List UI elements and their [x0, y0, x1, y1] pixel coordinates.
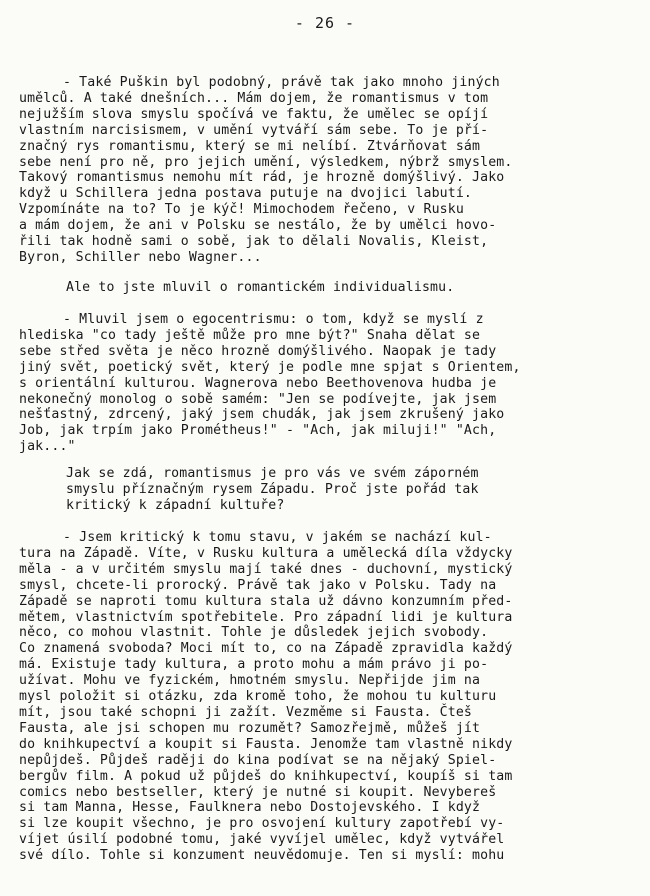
text-line: mysl položit si otázku, zda kromě toho, že mohou tu kulturu — [19, 689, 497, 705]
text-line: Takový romantismus nemohu mít rád, je hrozně domýšlivý. Jako — [19, 170, 505, 186]
paragraph-question-west — [66, 466, 479, 514]
text-line: - Mluvil jsem o egocentrismu: o tom, když se myslí z — [63, 312, 484, 327]
text-line: - Jsem kritický k tomu stavu, v jakém se nachází kul- — [63, 530, 492, 545]
text-line: jiný svět, poetický svět, který je podle mne spjat s Orientem, — [19, 359, 521, 375]
page-number: - 26 - — [294, 14, 356, 32]
text-line: mětem, vlastnictvím spotřebitele. Pro západní lidi je kultura — [19, 609, 513, 625]
text-line: Ale to jste mluvil o romantickém individualismu. — [66, 280, 455, 295]
text-line: užívat. Mohu ve fyzickém, hmotném smyslu. Nepřijde jim na — [19, 673, 481, 689]
text-line: hlediska "co tady ještě může pro mne být?" Snaha dělat se — [19, 327, 481, 343]
text-line: si tam Manna, Hesse, Faulknera nebo Dostojevského. I když — [19, 800, 481, 816]
text-line: si lze koupit všechno, je pro osvojení kultury zapotřebí vy- — [19, 816, 505, 832]
text-line: když u Schillera jedna postava putuje na dvojici labutí. — [19, 186, 473, 202]
text-line: Jak se zdá, romantismus je pro vás ve svém záporném — [66, 466, 479, 481]
text-line: mít, jsou také schopni ji zažít. Vezměme si Fausta. Čteš — [19, 704, 473, 720]
paragraph-question-individualism — [66, 280, 454, 296]
paragraph-answer-egocentrism — [19, 312, 521, 455]
text-line: smyslu příznačným rysem Západu. Proč jste pořád tak — [66, 481, 479, 497]
text-line: řili tak hodně sami o sobě, jak to dělali Novalis, Kleist, — [19, 234, 489, 250]
paragraph-answer-culture — [19, 530, 512, 864]
text-line: Vzpomínáte na to? To je kýč! Mimochodem řečeno, v Rusku — [19, 202, 464, 218]
text-line: Byron, Schiller nebo Wagner... — [19, 249, 262, 265]
text-line: značný rys romantismu, který se mi nelíbí. Ztvárňovat sám — [19, 138, 481, 154]
text-line: Job, jak trpím jako Prométheus!" - "Ach, jak miluji!" "Ach, — [19, 423, 497, 439]
text-line: - Také Puškin byl podobný, právě tak jako mnoho jiných — [63, 75, 500, 90]
text-line: Fausta, ale jsi schopen mu rozumět? Samozřejmě, můžeš jít — [19, 720, 481, 736]
text-line: umělců. A také dnešních... Mám dojem, že romantismus v tom — [19, 90, 489, 106]
text-line: a mám dojem, že ani v Polsku se nestálo, že by umělci hovo- — [19, 218, 497, 234]
text-line: nejužším slova smyslu spočívá ve faktu, že umělec se opíjí — [19, 106, 489, 122]
paragraph-answer-romanticism — [19, 75, 512, 266]
text-line: nešťastný, zdrcený, jaký jsem chudák, jak jsem zkrušený jako — [19, 407, 505, 423]
text-line: s orientální kulturou. Wagnerova nebo Beethovenova hudba je — [19, 375, 497, 391]
text-line: víjet úsilí podobné tomu, jaké vyvíjel umělec, když vytvářel — [19, 832, 505, 848]
text-line: comics nebo bestseller, který je nutné si koupit. Nevybereš — [19, 784, 497, 800]
text-line: jak..." — [19, 439, 76, 455]
text-line: má. Existuje tady kultura, a proto mohu a mám právo ji po- — [19, 657, 489, 673]
text-line: kritický k západní kultuře? — [66, 497, 285, 513]
text-line: do knihkupectví a koupit si Fausta. Jenomže tam vlastně nikdy — [19, 736, 513, 752]
text-line: sebe střed světa je něco hrozně domýšlivého. Naopak je tady — [19, 343, 497, 359]
text-line: nekonečný monolog o sobě samém: "Jen se podívejte, jak jsem — [19, 391, 497, 407]
text-line: něco, co mohou vlastnit. Tohle je důsledek jejich svobody. — [19, 625, 489, 641]
text-line: smysl, chcete-li prorocký. Právě tak jako v Polsku. Tady na — [19, 577, 497, 593]
text-line: bergův film. A pokud už půjdeš do knihkupectví, koupíš si tam — [19, 768, 513, 784]
text-line: Co znamená svoboda? Moci mít to, co na Západě zpravidla každý — [19, 641, 513, 657]
text-line: vlastním narcisismem, v umění vytváří sám sebe. To je pří- — [19, 122, 489, 138]
text-line: nepůjdeš. Půjdeš raději do kina podívat se na nějaký Spiel- — [19, 752, 497, 768]
text-line: měla - a v určitém smyslu mají také dnes - duchovní, mystický — [19, 561, 513, 577]
text-line: sebe není pro ně, pro jejich umění, výsledkem, nýbrž smyslem. — [19, 154, 513, 170]
text-line: tura na Západě. Víte, v Rusku kultura a umělecká díla vždycky — [19, 545, 513, 561]
text-line: Západě se naproti tomu kultura stala už dávno konzumním před- — [19, 593, 513, 609]
text-line: své dílo. Tohle si konzument neuvědomuje. Ten si myslí: mohu — [19, 848, 505, 864]
